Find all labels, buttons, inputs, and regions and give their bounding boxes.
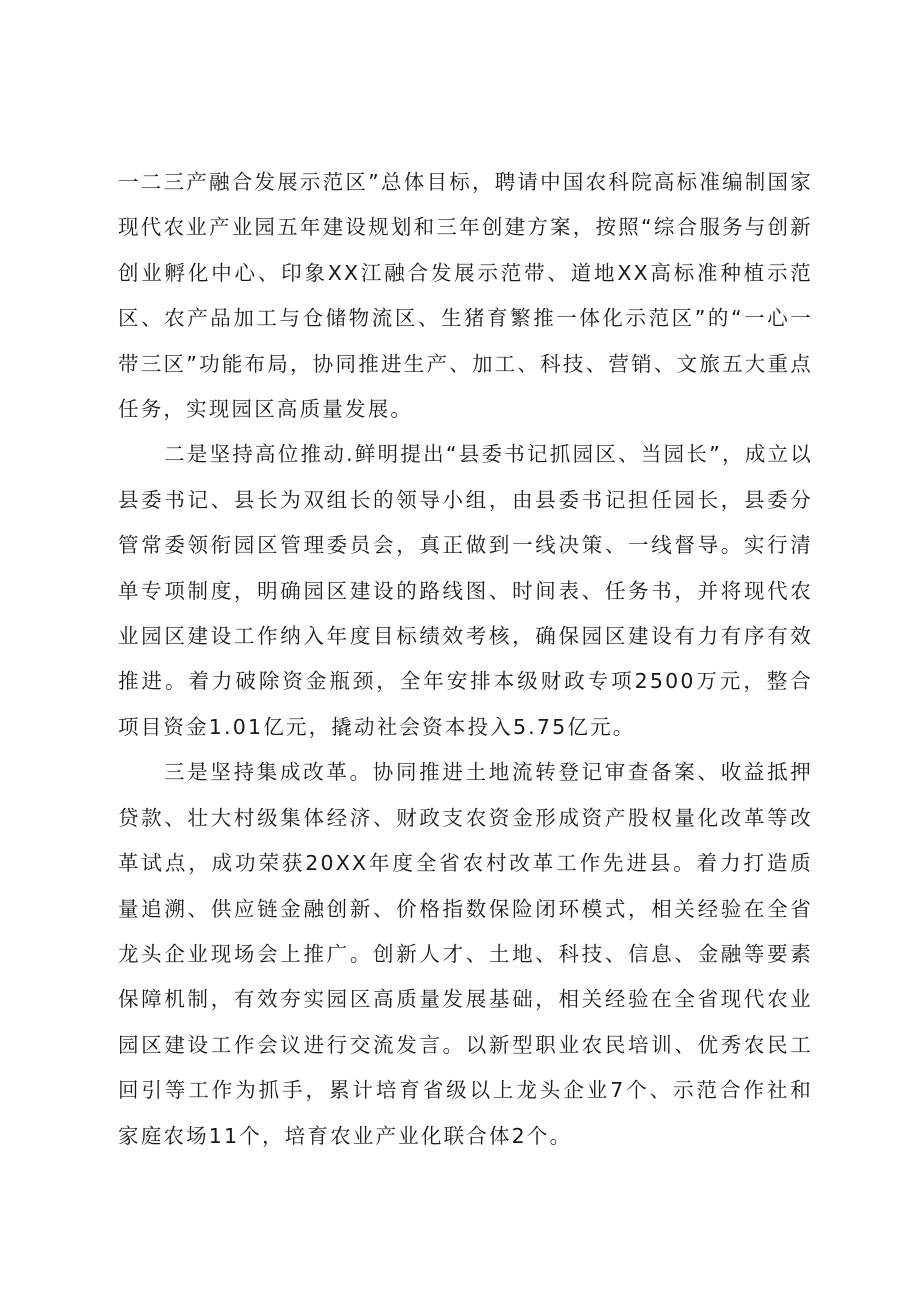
paragraph-third-point: 三是坚持集成改革。协同推进土地流转登记审查备案、收益抵押贷款、壮大村级集体经济、财政支农资金形成资产股权量化改革等改革试点，成功荣获20XX年度全省农村改革工作先进县。着力打造质量追溯、供应链金融创新、价格指数保险闭环模式，相关经验在全省龙头企业现场会上推广。创新人才、土地、科技、信息、金融等要素保障机制，有效夯实园区高质量发展基础，相关经验在全省现代农业园区建设工作会议进行交流发言。以新型职业农民培训、优秀农民工回引等工作为抓手，累计培育省级以上龙头企业7个、示范合作社和家庭农场11个，培育农业产业化联合体2个。 [118,760,813,1148]
paragraph-continued: 一二三产融合发展示范区”总体目标，聘请中国农科院高标准编制国家现代农业产业园五年建设规划和三年创建方案，按照“综合服务与创新创业孵化中心、印象XX江融合发展示范带、道地XX高标准种植示范区、农产品加工与仓储物流区、生猪育繁推一体化示范区”的“一心一带三区”功能布局，协同推进生产、加工、科技、营销、文旅五大重点任务，实现园区高质量发展。 [118,170,813,422]
paragraph-second-point: 二是坚持高位推动.鲜明提出“县委书记抓园区、当园长”，成立以县委书记、县长为双组长的领导小组，由县委书记担任园长，县委分管常委领衔园区管理委员会，真正做到一线决策、一线督导。实行清单专项制度，明确园区建设的路线图、时间表、任务书，并将现代农业园区建设工作纳入年度目标绩效考核，确保园区建设有力有序有效推进。着力破除资金瓶颈，全年安排本级财政专项2500万元，整合项目资金1.01亿元，撬动社会资本投入5.75亿元。 [118,442,813,739]
document-body [118,160,813,1159]
